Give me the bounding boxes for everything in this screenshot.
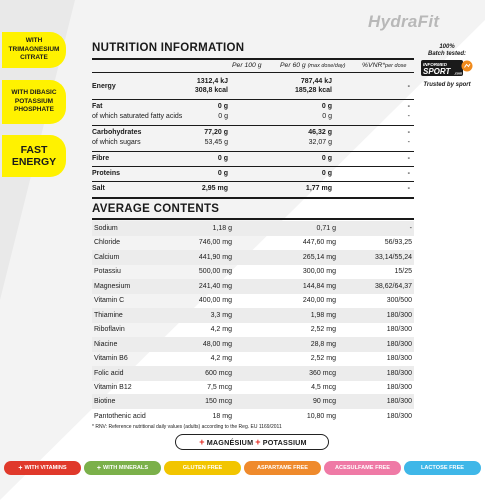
batch-line3: Trusted by sport xyxy=(423,81,471,88)
row-value-vnr: 300/500 xyxy=(386,297,412,305)
contents-row xyxy=(92,366,414,381)
contents-row xyxy=(92,264,414,279)
row-label: Energy xyxy=(92,83,116,90)
nutrition-top-rule xyxy=(92,58,414,60)
row-value-vnr: 38,62/64,37 xyxy=(375,282,412,290)
contents-title: AVERAGE CONTENTS xyxy=(92,203,220,215)
logo-main-text: SPORT xyxy=(423,67,451,77)
row-value-100g: 4,2 mg xyxy=(210,355,232,363)
feature-pill xyxy=(244,461,321,475)
row-label: Vitamin B6 xyxy=(94,355,128,363)
row-sub-value-60g: 0 g xyxy=(322,113,332,120)
nutrition-bottom-rule xyxy=(92,197,414,199)
row-label: Vitamin B12 xyxy=(94,383,132,391)
row-value-60g: 10,80 mg xyxy=(306,412,336,420)
row-value-vnr: - xyxy=(407,155,410,162)
row-value-vnr: 33,14/55,24 xyxy=(375,253,412,261)
pill-label: WITH VITAMINS xyxy=(24,465,67,471)
contents-row xyxy=(92,337,414,352)
row-value-60g: 4,5 mcg xyxy=(311,383,336,391)
row-value-60g: 265,14 mg xyxy=(302,253,336,261)
row-value-vnr: 180/300 xyxy=(386,369,412,377)
row-value-60g: 90 mcg xyxy=(313,398,336,406)
row-value-vnr: 56/93,25 xyxy=(384,239,412,247)
brand-logo: HydraFit xyxy=(368,12,440,31)
row-value-60g: 1,77 mg xyxy=(305,185,332,192)
contents-row xyxy=(92,293,414,308)
row-sub-value-100g: 0 g xyxy=(218,113,228,120)
contents-row xyxy=(92,394,414,409)
footnote: * RNV: Reference nutritional daily values (adults) according to the Reg. EU 1169/2011 xyxy=(92,424,282,430)
contents-top-rule xyxy=(92,218,414,220)
row-label: Fat xyxy=(92,103,103,110)
row-value-60g: 1,98 mg xyxy=(310,311,336,319)
batch-line1: 100% xyxy=(439,44,455,50)
row-value-60g: 2,52 mg xyxy=(310,326,336,334)
nutrition-header-rule xyxy=(92,72,414,73)
nutrition-rule xyxy=(92,151,414,152)
nutrition-rule xyxy=(92,181,414,182)
nutrition-row-carbohydrates xyxy=(92,128,414,150)
banner-magnesium: MAGNÉSIUM xyxy=(206,437,254,447)
batch-line2: Batch tested: xyxy=(427,50,466,57)
row-value-60g: 0 g xyxy=(321,170,332,177)
row-label: Salt xyxy=(92,185,105,192)
contents-row xyxy=(92,235,414,250)
row-value-60g: 240,00 mg xyxy=(302,297,336,305)
col-per-60g-note: (max dose/day) xyxy=(307,63,346,69)
row-label: Sodium xyxy=(94,225,118,232)
row-value-100g: 150 mcg xyxy=(205,398,232,406)
row-value-vnr: 180/300 xyxy=(386,383,412,391)
row-value-vnr: 180/300 xyxy=(386,412,412,420)
banner-potassium: POTASSIUM xyxy=(262,437,307,447)
col-vnr: %VNR* xyxy=(362,62,386,69)
row-value-vnr: - xyxy=(407,103,410,110)
feature-pill xyxy=(404,461,481,475)
pill-label: GLUTEN FREE xyxy=(182,465,223,471)
row-value-vnr: 180/300 xyxy=(386,340,412,348)
row-value-vnr: 15/25 xyxy=(394,268,412,276)
nutrition-row-fat xyxy=(92,102,414,124)
plus-icon: + xyxy=(199,437,205,447)
row-value-100g: 18 mg xyxy=(212,412,232,420)
col-per-100g: Per 100 g xyxy=(232,62,262,69)
batch-tested-badge xyxy=(415,44,479,88)
logo-com-text: .com xyxy=(454,71,463,76)
badge-dibasic-potassium: WITH DIBASIC POTASSIUM PHOSPHATE xyxy=(2,80,66,124)
badge-fast-energy: FAST ENERGY xyxy=(2,135,66,177)
pill-label: WITH MINERALS xyxy=(103,465,149,471)
row-value-vnr: - xyxy=(407,185,410,192)
nutrition-row-proteins xyxy=(92,169,414,180)
row-value-60g: 787,44 kJ xyxy=(300,78,332,85)
pill-label: ACESULFAME FREE xyxy=(334,465,390,471)
contents-row xyxy=(92,380,414,395)
row-label: Riboflavin xyxy=(94,326,125,334)
row-value-100g: 1,18 g xyxy=(212,225,232,232)
row-label: Magnesium xyxy=(94,282,131,290)
row-label: Chloride xyxy=(94,239,121,247)
plus-icon: + xyxy=(255,437,261,447)
row-value-60g: 46,32 g xyxy=(308,129,332,136)
nutrition-row-salt xyxy=(92,184,414,195)
row-label: Potassiu xyxy=(94,268,121,276)
col-per-60g: Per 60 g xyxy=(280,62,306,69)
logo-top-text: INFORMED xyxy=(423,62,447,68)
row-value-60g-kcal: 185,28 kcal xyxy=(295,87,332,94)
row-value-100g: 746,00 mg xyxy=(198,239,232,247)
row-value-100g: 600 mcg xyxy=(205,369,232,377)
row-value-100g: 2,95 mg xyxy=(201,185,228,192)
row-sub-value-100g: 53,45 g xyxy=(204,139,228,146)
row-label: Thiamine xyxy=(94,311,123,319)
pill-label: LACTOSE FREE xyxy=(420,465,465,471)
row-value-60g: 0 g xyxy=(321,155,332,162)
contents-row xyxy=(92,279,414,294)
feature-pill xyxy=(84,461,161,475)
contents-row xyxy=(92,221,414,236)
row-value-vnr: - xyxy=(407,83,410,90)
row-sub-value-vnr: - xyxy=(407,113,410,120)
row-value-100g: 441,90 mg xyxy=(198,253,232,261)
row-value-vnr: 180/300 xyxy=(386,326,412,334)
contents-row xyxy=(92,308,414,323)
row-value-100g: 0 g xyxy=(217,155,228,162)
informed-sport-logo xyxy=(421,58,473,78)
row-value-vnr: 180/300 xyxy=(386,355,412,363)
row-value-100g: 7,5 mcg xyxy=(207,383,232,391)
row-value-100g: 1312,4 kJ xyxy=(196,78,228,85)
row-value-60g: 300,00 mg xyxy=(302,268,336,276)
pill-label: ASPARTAME FREE xyxy=(256,465,309,471)
row-label: Biotine xyxy=(94,398,116,406)
row-label: Proteins xyxy=(92,170,121,177)
row-value-100g: 400,00 mg xyxy=(198,297,232,305)
contents-row xyxy=(92,351,414,366)
nutrition-rule xyxy=(92,99,414,100)
magnesium-potassium-banner xyxy=(175,434,329,450)
nutrition-row-fibre xyxy=(92,154,414,165)
row-value-60g: 2,52 mg xyxy=(310,355,336,363)
contents-row xyxy=(92,322,414,337)
row-value-60g: 0 g xyxy=(321,103,332,110)
row-value-vnr: - xyxy=(409,225,412,232)
plus-icon: + xyxy=(96,464,102,472)
feature-pill xyxy=(164,461,241,475)
row-value-vnr: - xyxy=(407,170,410,177)
contents-row xyxy=(92,409,414,424)
row-value-vnr: 180/300 xyxy=(386,311,412,319)
col-vnr-header xyxy=(362,62,406,69)
row-sub-label: of which saturated fatty acids xyxy=(92,113,183,120)
row-value-100g: 4,2 mg xyxy=(210,326,232,334)
row-value-60g: 144,84 mg xyxy=(302,282,336,290)
row-value-100g-kcal: 308,8 kcal xyxy=(194,87,228,94)
col-per-60g-header xyxy=(280,62,346,69)
row-value-100g: 77,20 g xyxy=(204,129,228,136)
row-value-vnr: 180/300 xyxy=(386,398,412,406)
row-value-100g: 3,3 mg xyxy=(210,311,232,319)
row-label: Pantothenic acid xyxy=(94,412,146,420)
feature-pill xyxy=(324,461,401,475)
row-value-60g: 0,71 g xyxy=(316,225,336,232)
nutrition-title: NUTRITION INFORMATION xyxy=(92,42,245,54)
row-value-100g: 48,00 mg xyxy=(202,340,232,348)
row-sub-value-vnr: - xyxy=(407,139,410,146)
row-sub-value-60g: 32,07 g xyxy=(308,139,332,146)
col-vnr-note: per dose xyxy=(385,63,407,69)
row-label: Fibre xyxy=(92,155,110,162)
row-value-vnr: - xyxy=(407,129,410,136)
row-value-60g: 360 mcg xyxy=(309,369,336,377)
nutrition-rule xyxy=(92,125,414,126)
row-label: Calcium xyxy=(94,253,120,261)
row-label: Carbohydrates xyxy=(92,129,142,136)
feature-pills xyxy=(0,461,485,479)
row-label: Vitamin C xyxy=(94,297,125,305)
row-value-100g: 0 g xyxy=(217,103,228,110)
row-label: Folic acid xyxy=(94,369,124,377)
row-value-60g: 28,8 mg xyxy=(310,340,336,348)
row-value-100g: 500,00 mg xyxy=(198,268,232,276)
feature-pill xyxy=(4,461,81,475)
plus-icon: + xyxy=(18,464,23,472)
nutrition-row-energy xyxy=(92,76,414,98)
row-value-60g: 447,60 mg xyxy=(302,239,336,247)
row-sub-label: of which sugars xyxy=(92,139,141,146)
nutrition-rule xyxy=(92,166,414,167)
contents-row xyxy=(92,250,414,265)
row-value-100g: 241,40 mg xyxy=(198,282,232,290)
row-label: Niacine xyxy=(94,340,118,348)
row-value-100g: 0 g xyxy=(217,170,228,177)
badge-trimagnesium: WITH TRIMAGNESIUM CITRATE xyxy=(2,32,66,68)
